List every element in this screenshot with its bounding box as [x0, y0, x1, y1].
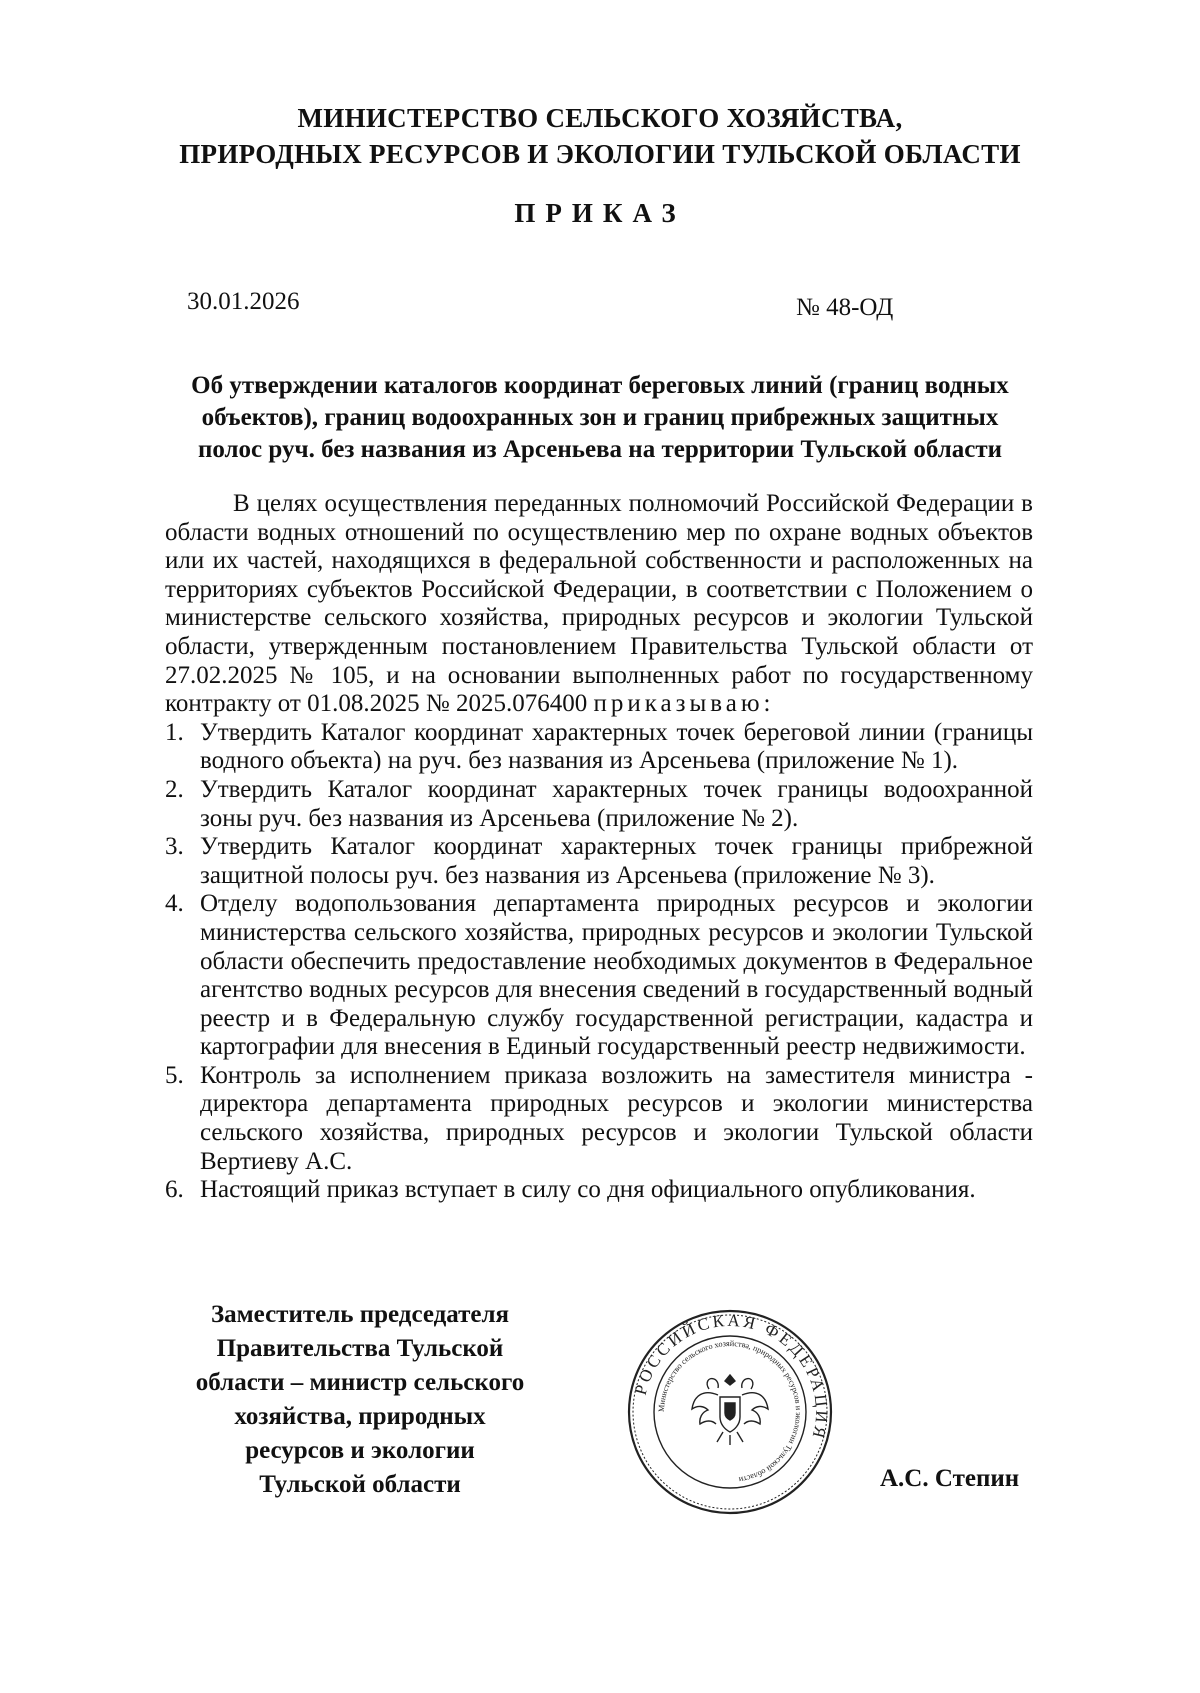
list-item [165, 833, 1033, 890]
list-item [165, 1062, 1033, 1176]
signer-title-line: ресурсов и экологии [245, 1437, 475, 1464]
item-number: 6. [165, 1176, 184, 1204]
order-items-list [165, 719, 1033, 1205]
document-subject [170, 370, 1030, 466]
seal-inner-text: Министерство сельского хозяйства, природных ресурсов и экологии Тульской области [656, 1338, 804, 1485]
item-number: 1. [165, 718, 184, 746]
list-item [165, 890, 1033, 1062]
item-text: Контроль за исполнением приказа возложить на заместителя министра - директора департамента природных ресурсов и экологии министерства сельского хозяйства, природных ресурсов и экологии Тульской области Вертиеву А.С. [200, 1061, 1033, 1175]
signer-title-line: Тульской области [259, 1471, 461, 1498]
document-number: № 48-ОД [796, 294, 894, 321]
item-number: 4. [165, 890, 184, 918]
list-item [165, 776, 1033, 833]
item-number: 2. [165, 775, 184, 803]
list-item [165, 1176, 1033, 1205]
item-number: 5. [165, 1061, 184, 1089]
official-seal [625, 1307, 835, 1517]
preamble-text: В целях осуществления переданных полномочий Российской Федерации в области водных отношений по осуществлению мер по охране водных объектов или их частей, находящихся в федеральной собственности и расположенных на территориях субъектов Российской Федерации, в соответствии с Положением о министерстве сельского хозяйства, природных ресурсов и экологии Тульской области, утвержденным постановлением Правительства Тульской области от 27.02.2025 № 105, и на основании выполненных работ по государственному контракту от 01.08.2025 № 2025.076400 [165, 490, 1033, 718]
ministry-line-2: ПРИРОДНЫХ РЕСУРСОВ И ЭКОЛОГИИ ТУЛЬСКОЙ ОБЛАСТИ [179, 139, 1021, 169]
signer-title-line: Заместитель председателя [210, 1301, 510, 1328]
subject-line-2: объектов), границ водоохранных зон и границ прибрежных защитных [201, 404, 999, 431]
subject-line-3: полос руч. без названия из Арсеньева на территории Тульской области [197, 436, 1003, 463]
signer-title-line: Правительства Тульской [216, 1335, 504, 1362]
item-text: Утвердить Каталог координат характерных точек береговой линии (границы водного объекта) на руч. без названия из Арсеньева (приложение № 1). [200, 718, 1033, 775]
item-number: 3. [165, 833, 184, 861]
document-date: 30.01.2026 [187, 288, 300, 315]
item-text: Утвердить Каталог координат характерных точек границы водоохранной зоны руч. без названия из Арсеньева (приложение № 2). [200, 775, 1033, 832]
signer-title-line: хозяйства, природных [234, 1403, 486, 1430]
signer-title [160, 1298, 560, 1502]
signer-title-line: области – министр сельского [195, 1369, 525, 1396]
item-text: Настоящий приказ вступает в силу со дня официального опубликования. [200, 1176, 976, 1204]
order-word: приказываю: [593, 690, 775, 718]
seal-outer-text: РОССИЙСКАЯ ФЕДЕРАЦИЯ [630, 1310, 832, 1443]
document-type: ПРИКАЗ [514, 198, 686, 228]
ministry-header [150, 100, 1050, 172]
item-text: Утвердить Каталог координат характерных точек границы прибрежной защитной полосы руч. без названия из Арсеньева (приложение № 3). [200, 833, 1033, 889]
subject-line-1: Об утверждении каталогов координат береговых линий (границ водных [191, 372, 1009, 399]
document-body [165, 490, 1033, 1205]
preamble-paragraph [165, 490, 1033, 719]
item-text: Отделу водопользования департамента природных ресурсов и экологии министерства сельского хозяйства, природных ресурсов и экологии Тульской области обеспечить предоставление необходимых документов в Федеральное агентство водных ресурсов для внесения сведений в государственный водный реестр и в Федеральную службу государственной регистрации, кадастра и картографии для внесения в Единый государственный реестр недвижимости. [200, 890, 1033, 1061]
list-item [165, 719, 1033, 776]
ministry-line-1: МИНИСТЕРСТВО СЕЛЬСКОГО ХОЗЯЙСТВА, [297, 103, 903, 133]
signer-name: А.С. Степин [880, 1465, 1020, 1492]
coat-of-arms-icon [692, 1375, 768, 1445]
